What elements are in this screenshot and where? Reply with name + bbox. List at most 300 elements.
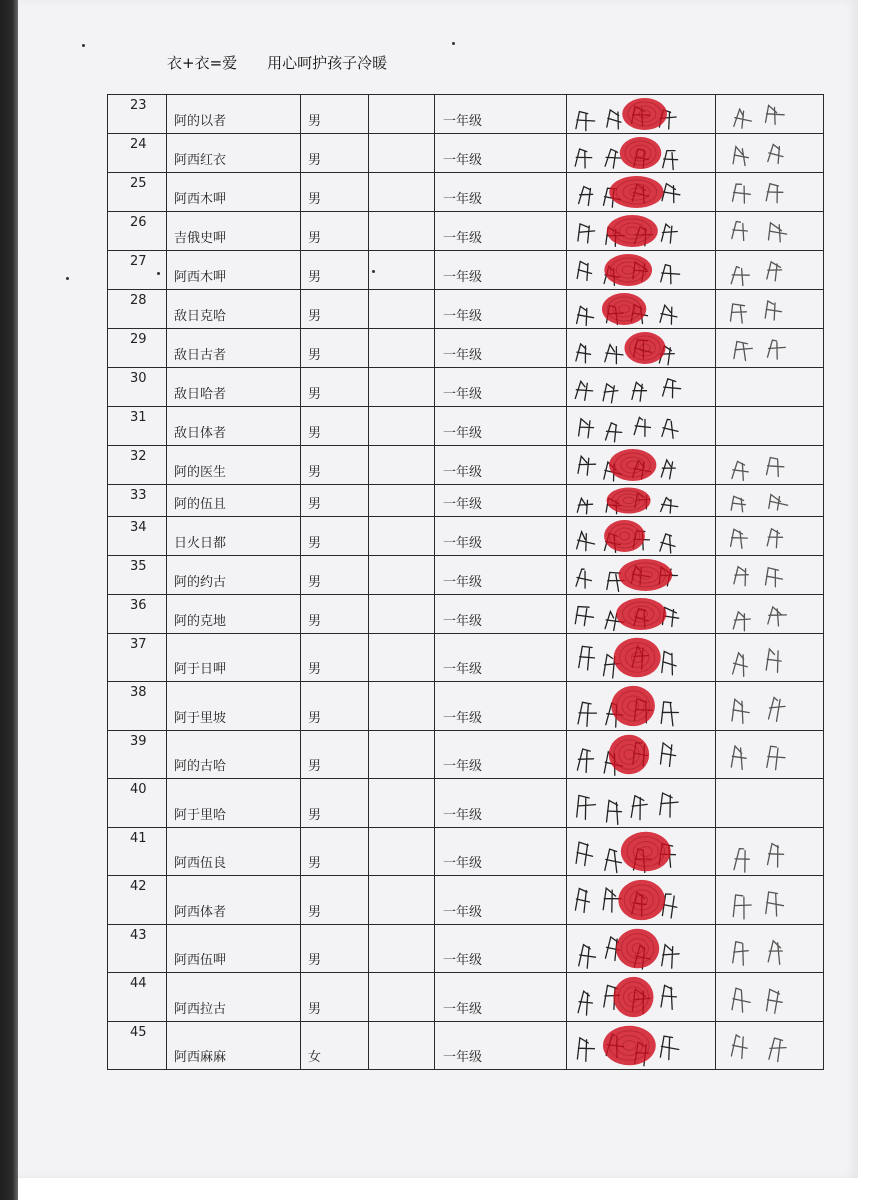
handwriting-stroke: [661, 265, 680, 284]
handwriting-stroke: [766, 105, 785, 124]
cell-gender: [301, 173, 369, 212]
student-name: 吉俄史呷: [174, 231, 227, 246]
row-number: 36: [130, 598, 147, 613]
student-name: 阿西拉古: [174, 1002, 227, 1017]
cell-proxy-signature: [716, 556, 824, 595]
student-grade: 一年级: [443, 856, 483, 871]
handwriting-stroke: [769, 697, 786, 721]
cell-grade: [435, 876, 567, 925]
cell-grade: [435, 925, 567, 973]
cell-gender: [301, 517, 369, 556]
handwriting-stroke: [662, 419, 678, 438]
handwriting-stroke: [734, 849, 749, 873]
handwriting-stroke: [734, 109, 752, 128]
cell-number: [108, 173, 167, 212]
student-gender: 男: [308, 759, 322, 774]
proxy-signature-mark: [716, 682, 823, 730]
thumbprint: [607, 215, 658, 247]
handwritten-signature: [567, 682, 715, 730]
cell-number: [108, 634, 167, 682]
cell-grade: [435, 828, 567, 876]
cell-grade: [435, 329, 567, 368]
cell-proxy-signature: [716, 173, 824, 212]
thumbprint: [624, 332, 665, 364]
cell-grade: [435, 634, 567, 682]
row-number: 28: [130, 293, 147, 308]
cell-blank: [369, 134, 435, 173]
handwriting-stroke: [606, 423, 622, 442]
table-row: [108, 446, 824, 485]
student-gender: 男: [308, 270, 322, 285]
handwriting-stroke: [605, 345, 623, 364]
handwriting-stroke: [576, 344, 591, 363]
document-header: [167, 52, 417, 73]
handwriting-stroke: [631, 796, 647, 820]
row-number: 24: [130, 137, 147, 152]
student-gender: 男: [308, 465, 322, 480]
cell-gender: [301, 828, 369, 876]
handwriting-stroke: [767, 529, 782, 548]
table-row: [108, 485, 824, 517]
speck: [452, 42, 455, 45]
handwriting-stroke: [733, 184, 751, 203]
cell-gender: [301, 407, 369, 446]
handwriting-stroke: [733, 942, 749, 966]
row-number: 30: [130, 371, 147, 386]
proxy-signature-mark: [716, 290, 823, 328]
handwriting-stroke: [661, 224, 677, 243]
handwriting-stroke: [769, 495, 788, 511]
handwriting-stroke: [632, 382, 647, 401]
handwriting-stroke: [768, 941, 782, 965]
cell-blank: [369, 407, 435, 446]
cell-signature: [567, 368, 716, 407]
table-row: [108, 329, 824, 368]
student-grade: 一年级: [443, 309, 483, 324]
student-grade: 一年级: [443, 192, 483, 207]
handwriting-stroke: [663, 151, 678, 170]
cell-number: [108, 925, 167, 973]
handwriting-stroke: [577, 306, 594, 325]
handwriting-stroke: [661, 702, 678, 726]
cell-number: [108, 828, 167, 876]
cell-grade: [435, 134, 567, 173]
handwriting-stroke: [732, 461, 748, 480]
cell-signature: [567, 173, 716, 212]
handwritten-signature: [567, 876, 715, 924]
handwriting-stroke: [769, 223, 787, 242]
handwriting-stroke: [662, 651, 676, 675]
proxy-signature-mark: [716, 1022, 823, 1069]
cell-signature: [567, 973, 716, 1022]
cell-blank: [369, 876, 435, 925]
student-gender: 男: [308, 153, 322, 168]
cell-signature: [567, 828, 716, 876]
student-grade: 一年级: [443, 497, 483, 512]
student-gender: 男: [308, 905, 322, 920]
handwriting-stroke: [575, 607, 593, 626]
thumbprint: [618, 880, 665, 920]
cell-proxy-signature: [716, 212, 824, 251]
cell-name: [167, 1022, 301, 1070]
handwritten-signature: [567, 973, 715, 1021]
student-name: 阿西伍呷: [174, 953, 227, 968]
proxy-signature-mark: [716, 634, 823, 681]
student-gender: 男: [308, 662, 322, 677]
handwriting-stroke: [634, 417, 650, 436]
proxy-signature-mark: [716, 973, 823, 1021]
student-grade: 一年级: [443, 348, 483, 363]
cell-number: [108, 1022, 167, 1070]
handwriting-stroke: [607, 110, 621, 129]
cell-number: [108, 682, 167, 731]
table-row: [108, 556, 824, 595]
row-number: 34: [130, 520, 147, 535]
cell-gender: [301, 634, 369, 682]
student-gender: 男: [308, 348, 322, 363]
student-name: 阿于里哈: [174, 808, 227, 823]
thumbprint: [616, 598, 666, 630]
handwriting-stroke: [603, 384, 618, 403]
student-name: 阿的古哈: [174, 759, 227, 774]
cell-number: [108, 485, 167, 517]
cell-gender: [301, 485, 369, 517]
speck: [66, 277, 69, 280]
cell-proxy-signature: [716, 251, 824, 290]
cell-number: [108, 973, 167, 1022]
student-name: 阿西伍良: [174, 856, 227, 871]
handwriting-stroke: [733, 612, 750, 631]
table-row: [108, 212, 824, 251]
cell-grade: [435, 173, 567, 212]
proxy-signature-mark: [716, 446, 823, 484]
cell-signature: [567, 1022, 716, 1070]
cell-name: [167, 556, 301, 595]
cell-blank: [369, 925, 435, 973]
cell-signature: [567, 779, 716, 828]
handwriting-stroke: [577, 261, 591, 280]
thumbprint: [622, 98, 667, 130]
cell-number: [108, 251, 167, 290]
cell-name: [167, 290, 301, 329]
student-name: 阿于日呷: [174, 662, 227, 677]
handwriting-stroke: [731, 746, 746, 770]
handwriting-stroke: [662, 184, 680, 203]
handwriting-stroke: [765, 301, 781, 320]
student-grade: 一年级: [443, 759, 483, 774]
cell-number: [108, 779, 167, 828]
cell-name: [167, 251, 301, 290]
student-grade: 一年级: [443, 536, 483, 551]
thumbprint: [616, 929, 659, 968]
handwriting-stroke: [732, 222, 748, 241]
cell-number: [108, 407, 167, 446]
student-gender: 男: [308, 856, 322, 871]
handwriting-stroke: [731, 1035, 747, 1059]
student-name: 阿西木呷: [174, 270, 227, 285]
cell-name: [167, 876, 301, 925]
handwriting-stroke: [575, 149, 592, 168]
roster-table: [107, 94, 824, 1070]
handwriting-stroke: [661, 498, 678, 513]
handwritten-signature: [567, 779, 715, 827]
cell-proxy-signature: [716, 634, 824, 682]
handwritten-signature: [567, 407, 715, 445]
student-gender: 男: [308, 536, 322, 551]
cell-name: [167, 634, 301, 682]
cell-signature: [567, 251, 716, 290]
row-number: 35: [130, 559, 147, 574]
cell-grade: [435, 973, 567, 1022]
table-row: [108, 95, 824, 134]
thumbprint: [604, 520, 645, 552]
cell-signature: [567, 290, 716, 329]
cell-gender: [301, 368, 369, 407]
table-row: [108, 731, 824, 779]
handwriting-stroke: [577, 795, 596, 819]
cell-gender: [301, 682, 369, 731]
student-name: 敌日体者: [174, 426, 227, 441]
handwriting-stroke: [768, 607, 787, 626]
cell-name: [167, 973, 301, 1022]
cell-number: [108, 134, 167, 173]
handwriting-stroke: [768, 844, 784, 868]
handwriting-stroke: [766, 649, 781, 673]
cell-gender: [301, 1022, 369, 1070]
handwritten-signature: [567, 212, 715, 250]
cell-grade: [435, 682, 567, 731]
cell-gender: [301, 731, 369, 779]
speck: [82, 44, 85, 47]
cell-grade: [435, 251, 567, 290]
slogan: 衣+衣=爱: [167, 54, 238, 72]
cell-grade: [435, 368, 567, 407]
handwritten-signature: [567, 828, 715, 875]
handwriting-stroke: [767, 746, 785, 770]
cell-proxy-signature: [716, 290, 824, 329]
thumbprint: [621, 832, 671, 871]
cell-proxy-signature: [716, 925, 824, 973]
handwritten-signature: [567, 634, 715, 681]
cell-signature: [567, 329, 716, 368]
proxy-signature-mark: [716, 556, 823, 594]
handwritten-signature: [567, 485, 715, 516]
handwriting-stroke: [731, 496, 745, 512]
cell-proxy-signature: [716, 876, 824, 925]
cell-name: [167, 828, 301, 876]
handwriting-stroke: [767, 262, 782, 281]
thumbprint: [603, 1026, 656, 1065]
cell-blank: [369, 368, 435, 407]
handwriting-stroke: [577, 532, 595, 551]
table-row: [108, 682, 824, 731]
cell-gender: [301, 95, 369, 134]
student-name: 阿的约古: [174, 575, 227, 590]
cell-signature: [567, 595, 716, 634]
cell-signature: [567, 95, 716, 134]
thumbprint: [609, 176, 663, 208]
cell-proxy-signature: [716, 779, 824, 828]
table-row: [108, 973, 824, 1022]
cell-blank: [369, 556, 435, 595]
student-name: 敌日克哈: [174, 309, 227, 324]
table-row: [108, 173, 824, 212]
handwriting-stroke: [731, 529, 748, 548]
cell-proxy-signature: [716, 446, 824, 485]
table-row: [108, 517, 824, 556]
scan-margin: [18, 1178, 873, 1200]
thumbprint: [602, 293, 646, 325]
student-gender: 男: [308, 497, 322, 512]
student-grade: 一年级: [443, 575, 483, 590]
table-row: [108, 251, 824, 290]
student-gender: 男: [308, 426, 322, 441]
handwriting-stroke: [660, 1036, 678, 1060]
cell-name: [167, 595, 301, 634]
handwriting-stroke: [734, 567, 748, 586]
row-number: 27: [130, 254, 147, 269]
cell-gender: [301, 595, 369, 634]
cell-blank: [369, 173, 435, 212]
student-grade: 一年级: [443, 1050, 483, 1065]
student-grade: 一年级: [443, 231, 483, 246]
handwriting-stroke: [660, 305, 677, 324]
cell-name: [167, 134, 301, 173]
cell-signature: [567, 876, 716, 925]
handwritten-signature: [567, 925, 715, 972]
table-row: [108, 290, 824, 329]
student-grade: 一年级: [443, 465, 483, 480]
student-gender: 女: [308, 1050, 322, 1065]
student-gender: 男: [308, 231, 322, 246]
handwriting-stroke: [663, 379, 681, 398]
proxy-signature-mark: [716, 731, 823, 778]
cell-blank: [369, 682, 435, 731]
student-name: 敌日哈者: [174, 387, 227, 402]
handwriting-stroke: [579, 419, 594, 438]
cell-number: [108, 876, 167, 925]
cell-gender: [301, 876, 369, 925]
student-gender: 男: [308, 309, 322, 324]
handwriting-stroke: [575, 381, 592, 400]
student-gender: 男: [308, 614, 322, 629]
cell-grade: [435, 517, 567, 556]
student-name: 阿的伍且: [174, 497, 227, 512]
cell-proxy-signature: [716, 973, 824, 1022]
cell-blank: [369, 595, 435, 634]
cell-name: [167, 212, 301, 251]
cell-blank: [369, 634, 435, 682]
thumbprint: [604, 254, 652, 286]
cell-signature: [567, 446, 716, 485]
row-number: 29: [130, 332, 147, 347]
student-name: 阿的医生: [174, 465, 227, 480]
table-row: [108, 368, 824, 407]
student-gender: 男: [308, 953, 322, 968]
cell-name: [167, 173, 301, 212]
student-gender: 男: [308, 387, 322, 402]
table-row: [108, 828, 824, 876]
cell-name: [167, 925, 301, 973]
thumbprint: [609, 449, 656, 481]
row-number: 26: [130, 215, 147, 230]
cell-grade: [435, 95, 567, 134]
cell-signature: [567, 485, 716, 517]
cell-grade: [435, 485, 567, 517]
subtitle: 用心呵护孩子冷暖: [267, 54, 388, 72]
handwriting-stroke: [733, 895, 751, 919]
cell-blank: [369, 95, 435, 134]
thumbprint: [611, 686, 655, 726]
handwritten-signature: [567, 251, 715, 289]
handwriting-stroke: [769, 1038, 786, 1062]
cell-grade: [435, 731, 567, 779]
cell-blank: [369, 1022, 435, 1070]
handwriting-stroke: [579, 187, 593, 206]
proxy-signature-mark: [716, 329, 823, 367]
handwriting-stroke: [734, 342, 752, 361]
proxy-signature-mark: [716, 828, 823, 875]
handwritten-signature: [567, 368, 715, 406]
handwriting-stroke: [660, 793, 678, 817]
cell-blank: [369, 779, 435, 828]
cell-grade: [435, 407, 567, 446]
cell-grade: [435, 290, 567, 329]
cell-proxy-signature: [716, 682, 824, 731]
cell-grade: [435, 1022, 567, 1070]
handwriting-stroke: [768, 340, 786, 359]
student-grade: 一年级: [443, 711, 483, 726]
cell-blank: [369, 973, 435, 1022]
student-grade: 一年级: [443, 270, 483, 285]
cell-number: [108, 731, 167, 779]
student-grade: 一年级: [443, 387, 483, 402]
cell-grade: [435, 779, 567, 828]
table-row: [108, 876, 824, 925]
proxy-signature-mark: [716, 485, 823, 516]
student-gender: 男: [308, 192, 322, 207]
handwriting-stroke: [661, 743, 676, 767]
cell-blank: [369, 731, 435, 779]
cell-name: [167, 731, 301, 779]
cell-signature: [567, 134, 716, 173]
handwritten-signature: [567, 290, 715, 328]
cell-blank: [369, 517, 435, 556]
student-gender: 男: [308, 808, 322, 823]
cell-number: [108, 329, 167, 368]
proxy-signature-mark: [716, 251, 823, 289]
thumbprint: [609, 735, 649, 774]
cell-name: [167, 407, 301, 446]
student-name: 阿的克地: [174, 614, 227, 629]
handwritten-signature: [567, 517, 715, 555]
handwriting-stroke: [733, 653, 748, 677]
cell-gender: [301, 556, 369, 595]
handwritten-signature: [567, 173, 715, 211]
row-number: 44: [130, 976, 147, 991]
cell-gender: [301, 446, 369, 485]
handwriting-stroke: [767, 989, 783, 1013]
cell-name: [167, 485, 301, 517]
row-number: 42: [130, 879, 147, 894]
thumbprint: [620, 137, 661, 169]
handwritten-signature: [567, 134, 715, 172]
cell-signature: [567, 925, 716, 973]
handwriting-stroke: [732, 988, 750, 1012]
row-number: 39: [130, 734, 147, 749]
thumbprint: [613, 977, 653, 1017]
handwriting-stroke: [575, 889, 589, 913]
